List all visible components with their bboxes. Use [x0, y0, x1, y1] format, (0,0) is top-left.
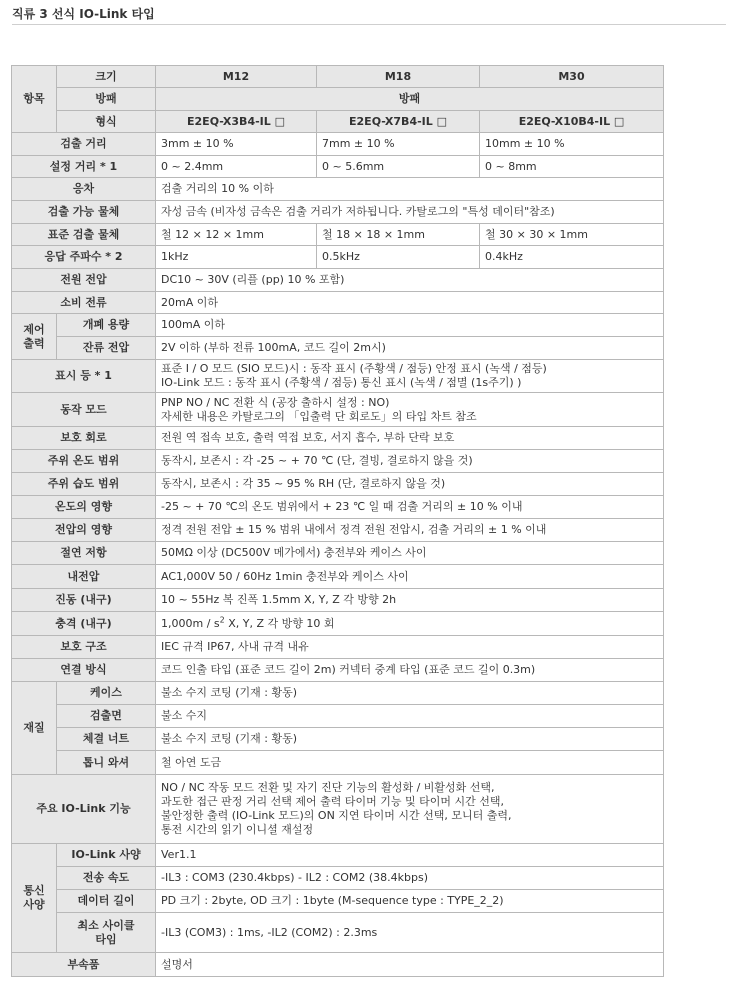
material-toothed-washer-value: 철 아연 도금 [156, 751, 664, 775]
voltage-influence-value: 정격 전원 전압 ± 15 % 범위 내에서 정격 전원 전압시, 검출 거리의 ± 1 % 이내 [156, 519, 664, 542]
transmission-speed-label: 전송 속도 [57, 867, 156, 890]
item-header: 항목 [12, 66, 57, 133]
switching-capacity-value: 100mA 이하 [156, 314, 664, 337]
residual-voltage-label: 잔류 전압 [57, 337, 156, 360]
io-link-spec-value: Ver1.1 [156, 844, 664, 867]
withstand-voltage-row [12, 565, 664, 589]
connection-value: 코드 인출 타입 (표준 코드 길이 2m) 커넥터 중계 타입 (표준 코드 길이 0.3m) [156, 659, 664, 682]
set-distance-label: 설정 거리 * 1 [12, 156, 156, 178]
current-value: 20mA 이하 [156, 292, 664, 314]
standard-object-m30: 철 30 × 30 × 1mm [480, 224, 664, 246]
min-cycle-label-line1: 최소 사이클 [77, 918, 135, 932]
transmission-speed-value: -IL3 : COM3 (230.4kbps) - IL2 : COM2 (38.4kbps) [156, 867, 664, 890]
control-output-label-line2: 출력 [23, 336, 45, 350]
accessories-value: 설명서 [156, 953, 664, 977]
protection-circuit-row [12, 427, 664, 450]
data-length-row [12, 890, 664, 913]
io-link-functions-line1: NO / NC 작동 모드 전환 및 자기 진단 기능의 활성화 / 비활성화 선택, [161, 781, 495, 794]
detect-distance-label: 검출 거리 [12, 133, 156, 156]
hysteresis-row [12, 178, 664, 201]
protective-structure-value: IEC 규격 IP67, 사내 규격 내유 [156, 636, 664, 659]
model-label: 형식 [57, 111, 156, 133]
response-freq-m12: 1kHz [156, 246, 317, 269]
indicator-label: 표시 등 * 1 [12, 360, 156, 393]
material-sensing-face-value: 불소 수지 [156, 705, 664, 728]
shock-value-main: 1,000m / s [161, 616, 220, 630]
communication-label-line2: 사양 [23, 898, 45, 911]
detectable-object-label: 검출 가능 물체 [12, 201, 156, 224]
indicator-value [156, 360, 664, 393]
material-toothed-washer-label: 톱니 와셔 [57, 751, 156, 775]
standard-object-row [12, 224, 664, 246]
data-length-value: PD 크기 : 2byte, OD 크기 : 1byte (M-sequence type : TYPE_2_2) [156, 890, 664, 913]
material-case-label: 케이스 [57, 682, 156, 705]
ambient-humidity-label: 주위 습도 범위 [12, 473, 156, 496]
min-cycle-row [12, 913, 664, 953]
detect-distance-m18: 7mm ± 10 % [317, 133, 480, 156]
shield-value: 방패 [156, 88, 664, 111]
ambient-temp-value: 동작시, 보존시 : 각 -25 ~ + 70 ℃ (단, 결빙, 결로하지 않을 것) [156, 450, 664, 473]
temp-influence-label: 온도의 영향 [12, 496, 156, 519]
set-distance-m12: 0 ~ 2.4mm [156, 156, 317, 178]
io-link-functions-row [12, 775, 664, 844]
model-m12: E2EQ-X3B4-IL □ [156, 111, 317, 133]
material-clamp-nut-value: 불소 수지 코팅 (기재 : 황동) [156, 728, 664, 751]
communication-label [12, 844, 57, 953]
protective-structure-label: 보호 구조 [12, 636, 156, 659]
material-clamp-nut-row [12, 728, 664, 751]
detect-distance-m30: 10mm ± 10 % [480, 133, 664, 156]
set-distance-m18: 0 ~ 5.6mm [317, 156, 480, 178]
accessories-row [12, 953, 664, 977]
material-label: 재질 [12, 682, 57, 775]
hysteresis-value: 검출 거리의 10 % 이하 [156, 178, 664, 201]
io-link-functions-line3: 불안정한 출력 (IO-Link 모드)의 ON 지연 타이머 시간 선택, 모니터 출력, [161, 809, 512, 822]
operation-mode-label: 동작 모드 [12, 393, 156, 427]
size-label: 크기 [57, 66, 156, 88]
page-title: 직류 3 선식 IO-Link 타입 [12, 7, 155, 21]
standard-object-label: 표준 검출 물체 [12, 224, 156, 246]
temp-influence-value: -25 ~ + 70 ℃의 온도 범위에서 + 23 ℃ 일 때 검출 거리의 ± 10 % 이내 [156, 496, 664, 519]
transmission-speed-row [12, 867, 664, 890]
withstand-voltage-label: 내전압 [12, 565, 156, 589]
residual-voltage-value: 2V 이하 (부하 전류 100mA, 코드 길이 2m시) [156, 337, 664, 360]
temp-influence-row [12, 496, 664, 519]
insulation-label: 절연 저항 [12, 542, 156, 565]
set-distance-row [12, 156, 664, 178]
shock-value-exponent: 2 [219, 614, 225, 624]
ambient-temp-row [12, 450, 664, 473]
response-freq-row [12, 246, 664, 269]
shock-value-rest: X, Y, Z 각 방향 10 회 [224, 616, 335, 630]
response-freq-m30: 0.4kHz [480, 246, 664, 269]
io-link-functions-line2: 과도한 접근 판정 거리 선택 제어 출력 타이머 기능 및 타이머 시간 선택, [161, 795, 504, 808]
switching-capacity-row [12, 314, 664, 337]
protection-circuit-value: 전원 역 접속 보호, 출력 역접 보호, 서지 흡수, 부하 단락 보호 [156, 427, 664, 450]
detect-distance-m12: 3mm ± 10 % [156, 133, 317, 156]
ambient-temp-label: 주위 온도 범위 [12, 450, 156, 473]
residual-voltage-row [12, 337, 664, 360]
supply-voltage-row [12, 269, 664, 292]
operation-mode-value [156, 393, 664, 427]
vibration-label: 진동 (내구) [12, 589, 156, 612]
shock-label: 충격 (내구) [12, 612, 156, 636]
io-link-functions-value [156, 775, 664, 844]
insulation-row [12, 542, 664, 565]
vibration-value: 10 ~ 55Hz 복 진폭 1.5mm X, Y, Z 각 방향 2h [156, 589, 664, 612]
io-link-functions-line4: 통전 시간의 읽기 이니셜 재설정 [161, 823, 314, 836]
shock-value [156, 612, 664, 636]
shock-row [12, 612, 664, 636]
detect-distance-row [12, 133, 664, 156]
detectable-object-row [12, 201, 664, 224]
shield-label: 방패 [57, 88, 156, 111]
shield-row [12, 88, 664, 111]
material-clamp-nut-label: 체결 너트 [57, 728, 156, 751]
model-m18: E2EQ-X7B4-IL □ [317, 111, 480, 133]
withstand-voltage-value: AC1,000V 50 / 60Hz 1min 충전부와 케이스 사이 [156, 565, 664, 589]
material-toothed-washer-row [12, 751, 664, 775]
connection-row [12, 659, 664, 682]
operation-mode-line1: PNP NO / NC 전환 식 (공장 출하시 설정 : NO) [161, 395, 390, 409]
protection-circuit-label: 보호 회로 [12, 427, 156, 450]
response-freq-label: 응답 주파수 * 2 [12, 246, 156, 269]
indicator-row [12, 360, 664, 393]
protective-structure-row [12, 636, 664, 659]
switching-capacity-label: 개폐 용량 [57, 314, 156, 337]
supply-voltage-label: 전원 전압 [12, 269, 156, 292]
indicator-line1: 표준 I / O 모드 (SIO 모드)시 : 동작 표시 (주황색 / 점등) 안정 표시 (녹색 / 점등) [161, 362, 547, 375]
standard-object-m18: 철 18 × 18 × 1mm [317, 224, 480, 246]
control-output-label [12, 314, 57, 360]
model-row [12, 111, 664, 133]
set-distance-m30: 0 ~ 8mm [480, 156, 664, 178]
connection-label: 연결 방식 [12, 659, 156, 682]
current-label: 소비 전류 [12, 292, 156, 314]
data-length-label: 데이터 길이 [57, 890, 156, 913]
control-output-label-line1: 제어 [23, 322, 45, 336]
size-m30: M30 [480, 66, 664, 88]
size-m18: M18 [317, 66, 480, 88]
material-sensing-face-row [12, 705, 664, 728]
min-cycle-label-line2: 타임 [95, 932, 117, 946]
title-divider [12, 24, 726, 25]
material-case-row [12, 682, 664, 705]
detectable-object-value: 자성 금속 (비자성 금속은 검출 거리가 저하됩니다. 카탈로그의 "특성 데이터"참조) [156, 201, 664, 224]
insulation-value: 50MΩ 이상 (DC500V 메가에서) 충전부와 케이스 사이 [156, 542, 664, 565]
hysteresis-label: 응차 [12, 178, 156, 201]
ambient-humidity-row [12, 473, 664, 496]
min-cycle-value: -IL3 (COM3) : 1ms, -IL2 (COM2) : 2.3ms [156, 913, 664, 953]
voltage-influence-row [12, 519, 664, 542]
response-freq-m18: 0.5kHz [317, 246, 480, 269]
supply-voltage-value: DC10 ~ 30V (리플 (pp) 10 % 포함) [156, 269, 664, 292]
communication-label-line1: 통신 [23, 884, 45, 897]
material-sensing-face-label: 검출면 [57, 705, 156, 728]
voltage-influence-label: 전압의 영향 [12, 519, 156, 542]
operation-mode-row [12, 393, 664, 427]
size-m12: M12 [156, 66, 317, 88]
ambient-humidity-value: 동작시, 보존시 : 각 35 ~ 95 % RH (단, 결로하지 않을 것) [156, 473, 664, 496]
io-link-functions-label: 주요 IO-Link 기능 [12, 775, 156, 844]
spec-table [11, 65, 664, 977]
operation-mode-line2: 자세한 내용은 카탈로그의 「입출력 단 회로도」의 타입 차트 참조 [161, 409, 477, 423]
accessories-label: 부속품 [12, 953, 156, 977]
io-link-spec-label: IO-Link 사양 [57, 844, 156, 867]
indicator-line2: IO-Link 모드 : 동작 표시 (주황색 / 점등) 통신 표시 (녹색 / 점멸 (1s주기) ) [161, 376, 522, 389]
model-m30: E2EQ-X10B4-IL □ [480, 111, 664, 133]
vibration-row [12, 589, 664, 612]
size-row [12, 66, 664, 88]
io-link-spec-row [12, 844, 664, 867]
standard-object-m12: 철 12 × 12 × 1mm [156, 224, 317, 246]
current-row [12, 292, 664, 314]
material-case-value: 불소 수지 코팅 (기재 : 황동) [156, 682, 664, 705]
min-cycle-label [57, 913, 156, 953]
